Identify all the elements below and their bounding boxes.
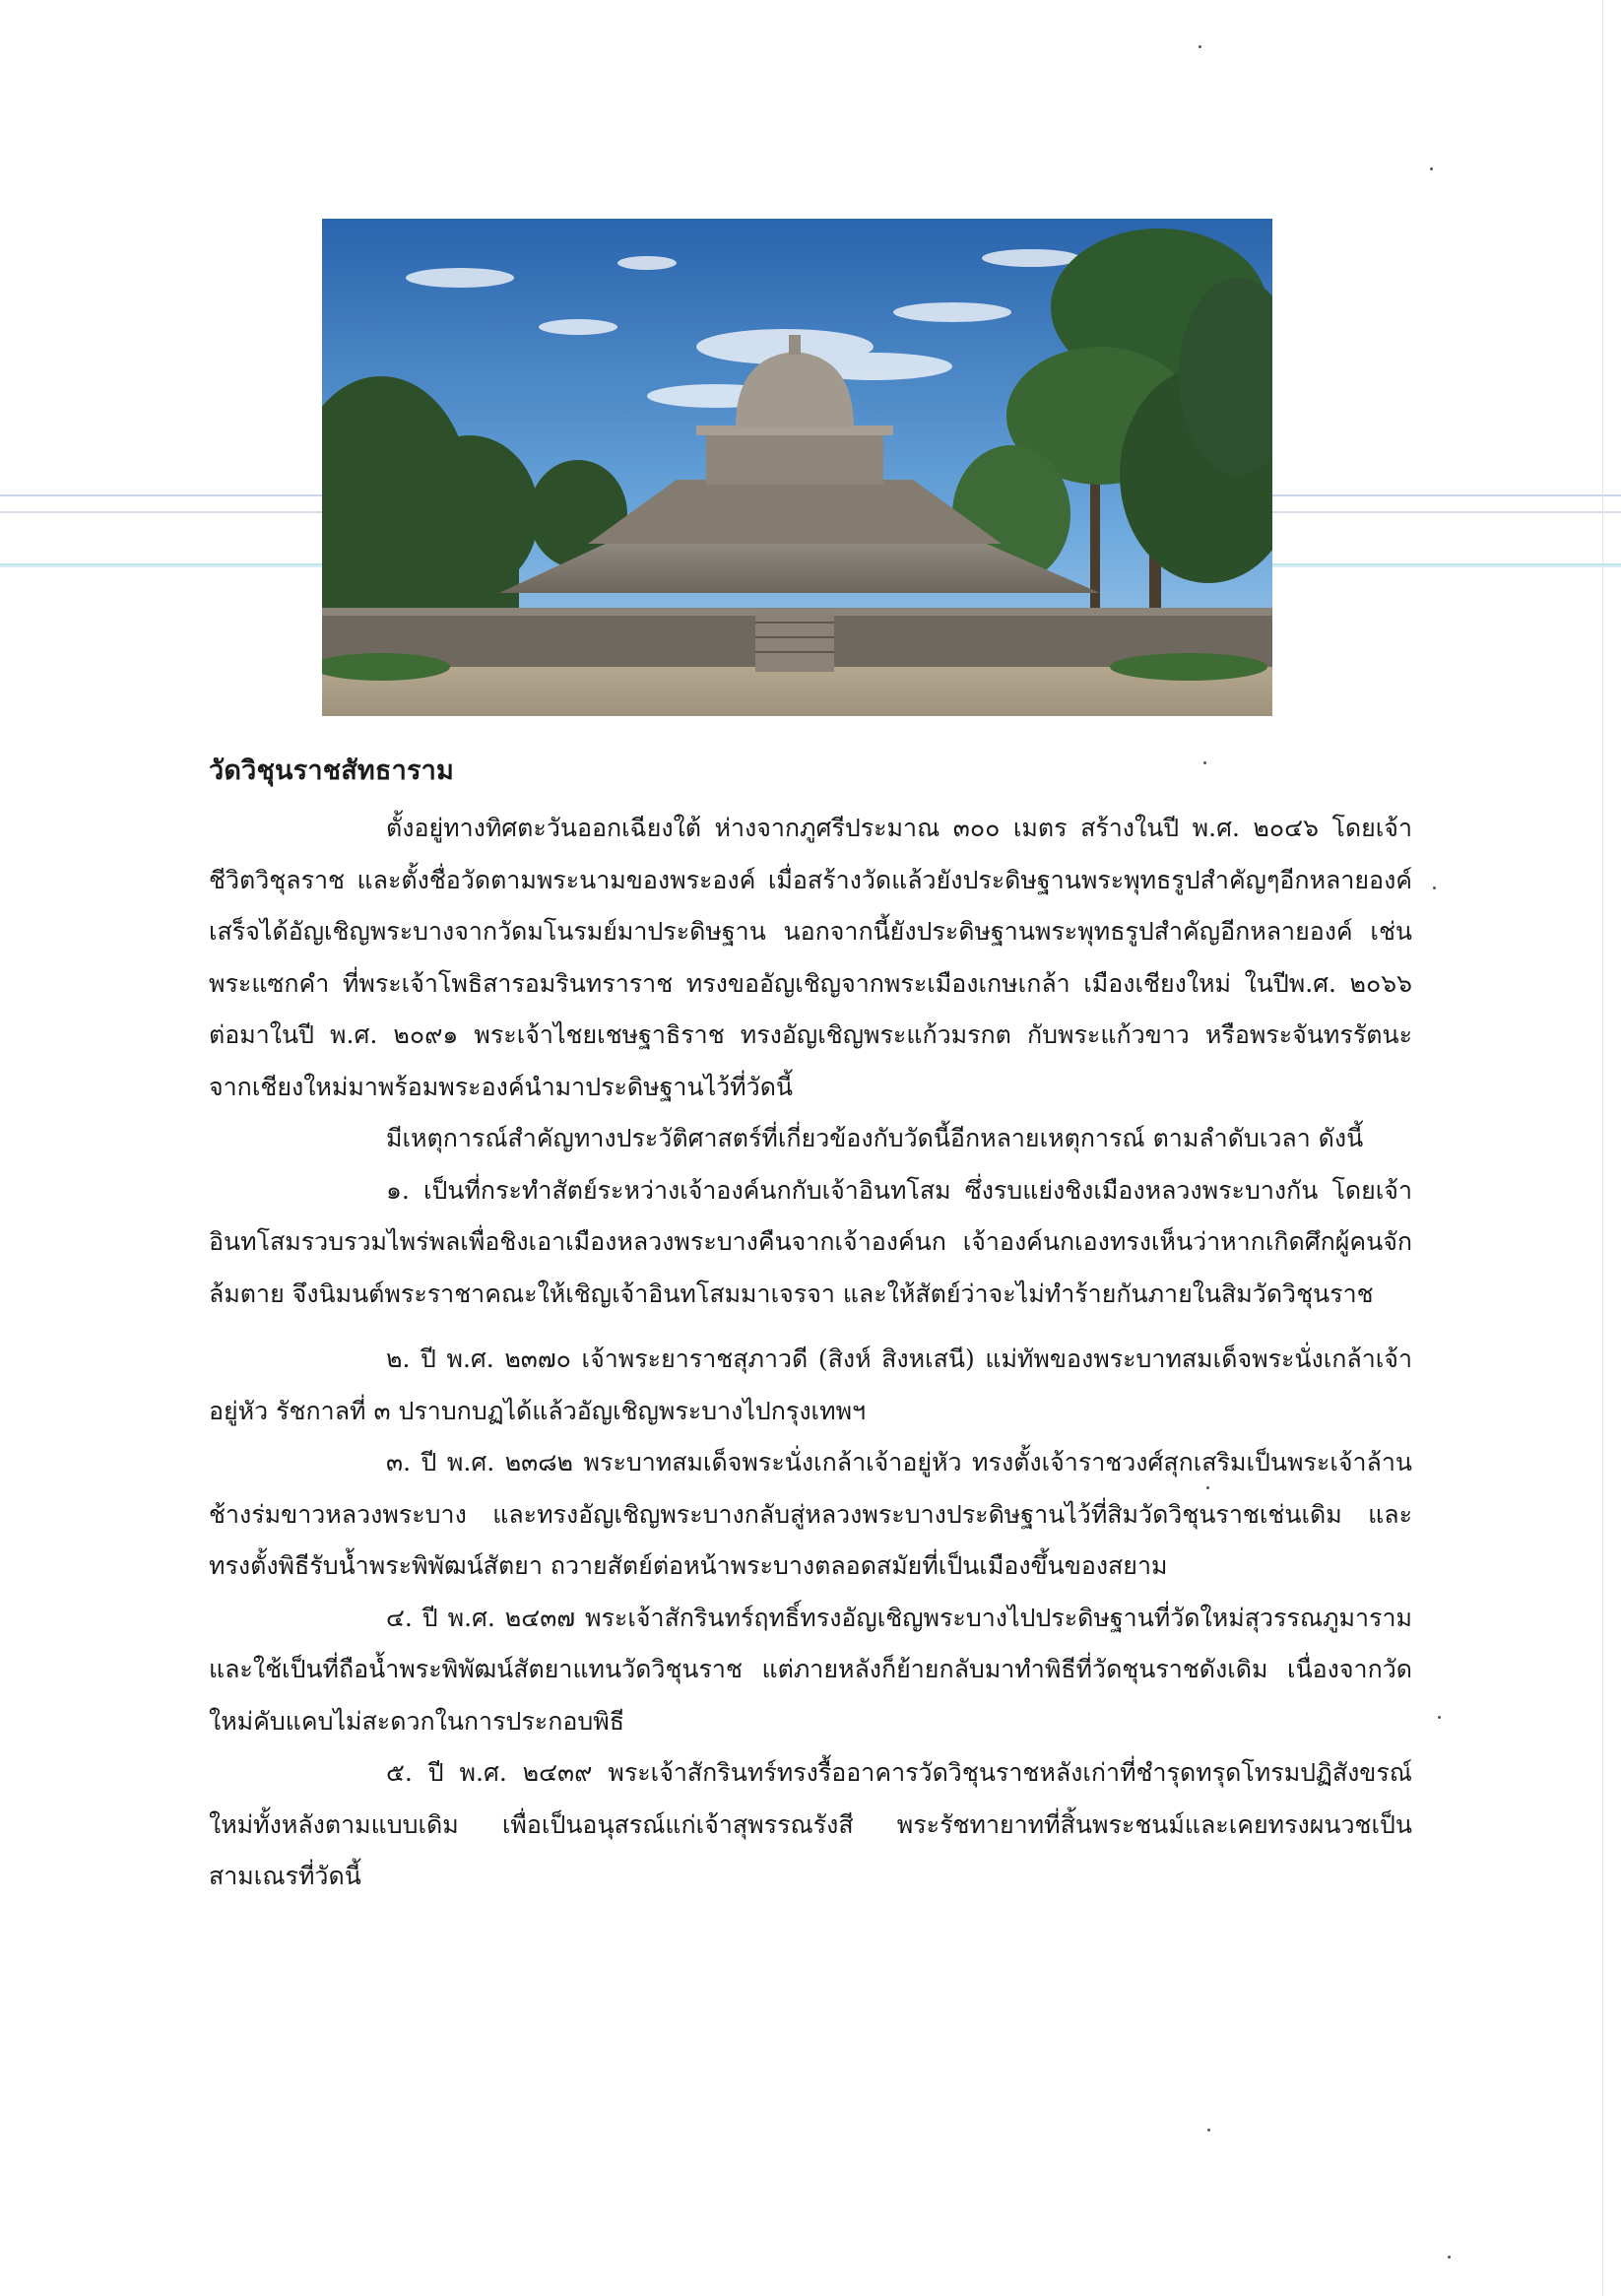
document-body xyxy=(209,803,1412,1903)
event-item-5: ๕. ปี พ.ศ. ๒๔๓๙ พระเจ้าสักรินทร์ทรงรื้ออาคารวัดวิชุนราชหลังเก่าที่ชำรุดทรุดโทรมปฏิสังขรณ์ใหม่ทั้งหลังตามแบบเดิม เพื่อเป็นอนุสรณ์แก่เจ้าสุพรรณรังสี พระรัชทายาทที่สิ้นพระชนม์และเคยทรงผนวชเป็นสามเณรที่วัดนี้ xyxy=(209,1758,1412,1890)
temple-photo xyxy=(322,219,1272,716)
scan-speck xyxy=(1199,45,1201,48)
stupa-finial xyxy=(789,335,801,355)
front-stairs xyxy=(755,608,834,672)
scan-speck xyxy=(1433,886,1436,889)
event-item-3: ๓. ปี พ.ศ. ๒๓๘๒ พระบาทสมเด็จพระนั่งเกล้าเจ้าอยู่หัว ทรงตั้งเจ้าราชวงศ์สุกเสริมเป็นพระเจ้าล้านช้างร่มขาวหลวงพระบาง และทรงอัญเชิญพระบางกลับสู่หลวงพระบางประดิษฐานไว้ที่สิมวัดวิชุนราชเช่นเดิม และทรงตั้งพิธีรับน้ำพระพิพัฒน์สัตยา ถวายสัตย์ต่อหน้าพระบางตลอดสมัยที่เป็นเมืองขึ้นของสยาม xyxy=(209,1448,1412,1580)
scan-speck xyxy=(1430,167,1433,170)
page-edge xyxy=(1602,0,1603,2296)
intro-paragraph: ตั้งอยู่ทางทิศตะวันออกเฉียงใต้ ห่างจากภูศรีประมาณ ๓๐๐ เมตร สร้างในปี พ.ศ. ๒๐๔๖ โดยเจ้าชีวิตวิชุลราช และตั้งชื่อวัดตามพระนามของพระองค์ เมื่อสร้างวัดแล้วยังประดิษฐานพระพุทธรูปสำคัญๆอีกหลายองค์เสร็จได้อัญเชิญพระบางจากวัดมโนรมย์มาประดิษฐาน นอกจากนี้ยังประดิษฐานพระพุทธรูปสำคัญอีกหลายองค์ เช่นพระแซกคำ ที่พระเจ้าโพธิสารอมรินทราราช ทรงขออัญเชิญจากพระเมืองเกษเกล้า เมืองเชียงใหม่ ในปีพ.ศ. ๒๐๖๖ ต่อมาในปี พ.ศ. ๒๐๙๑ พระเจ้าไชยเชษฐาธิราช ทรงอัญเชิญพระแก้วมรกต กับพระแก้วขาว หรือพระจันทรรัตนะ จากเชียงใหม่มาพร้อมพระองค์นำมาประดิษฐานไว้ที่วัดนี้ xyxy=(209,814,1412,1101)
event-item-2: ๒. ปี พ.ศ. ๒๓๗๐ เจ้าพระยาราชสุภาวดี (สิงห์ สิงหเสนี) แม่ทัพของพระบาทสมเด็จพระนั่งเกล้าเจ้าอยู่หัว รัชกาลที่ ๓ ปราบกบฏได้แล้วอัญเชิญพระบางไปกรุงเทพฯ xyxy=(209,1345,1412,1425)
events-intro-paragraph: มีเหตุการณ์สำคัญทางประวัติศาสตร์ที่เกี่ยวข้องกับวัดนี้อีกหลายเหตุการณ์ ตามลำดับเวลา ดังนี้ xyxy=(386,1124,1364,1152)
scan-speck xyxy=(1207,2129,1210,2132)
event-item-4: ๔. ปี พ.ศ. ๒๔๓๗ พระเจ้าสักรินทร์ฤทธิ์ทรงอัญเชิญพระบางไปประดิษฐานที่วัดใหม่สุวรรณภูมาราม และใช้เป็นที่ถือน้ำพระพิพัฒน์สัตยาแทนวัดวิชุนราช แต่ภายหลังก็ย้ายกลับมาทำพิธีที่วัดชุนราชดังเดิม เนื่องจากวัดใหม่คับแคบไม่สะดวกในการประกอบพิธี xyxy=(209,1603,1412,1736)
event-item-1: ๑. เป็นที่กระทำสัตย์ระหว่างเจ้าองค์นกกับเจ้าอินทโสม ซึ่งรบแย่งชิงเมืองหลวงพระบางกัน โดยเจ้าอินทโสมรวบรวมไพร่พลเพื่อชิงเอาเมืองหลวงพระบางคืนจากเจ้าองค์นก เจ้าองค์นกเองทรงเห็นว่าหากเกิดศึกผู้คนจักล้มตาย จึงนิมนต์พระราชาคณะให้เชิญเจ้าอินทโสมมาเจรจา และให้สัตย์ว่าจะไม่ทำร้ายกันภายในสิมวัดวิชุนราช xyxy=(209,1175,1412,1308)
page-title: วัดวิชุนราชสัทธาราม xyxy=(209,755,455,786)
scan-speck xyxy=(1438,1716,1441,1719)
scan-speck xyxy=(1203,761,1206,764)
stupa-upper-tier xyxy=(706,430,883,485)
temple-photo-illustration xyxy=(322,219,1272,716)
scan-speck xyxy=(1448,2256,1451,2259)
